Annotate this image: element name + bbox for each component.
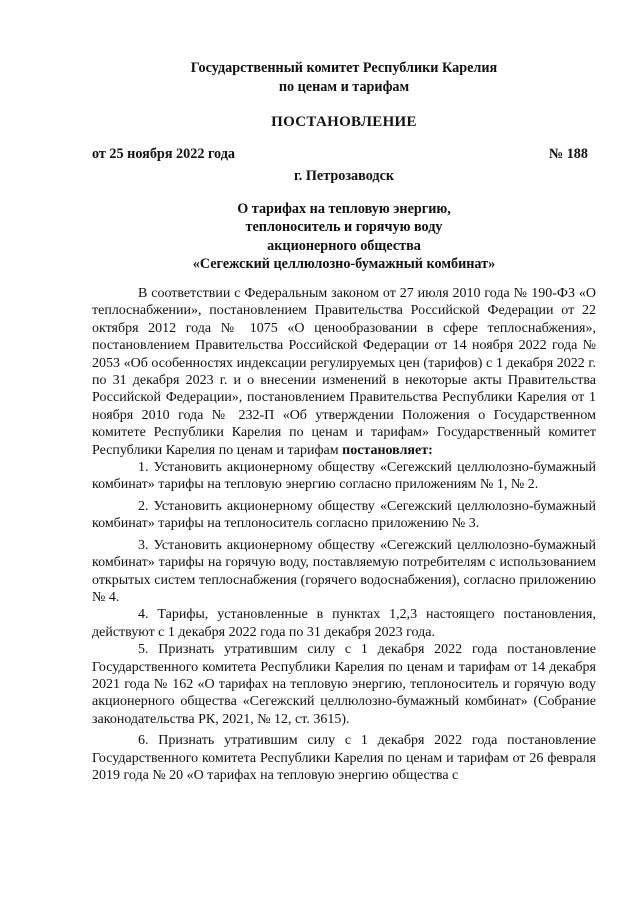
document-date: от 25 ноября 2022 года <box>92 146 236 162</box>
issuing-authority-line1: Государственный комитет Республики Карелия <box>190 60 498 76</box>
clause-paragraph: 3. Установить акционерному обществу «Сегежский целлюлозно-бумажный комбинат» тарифы на горячую воду, поставляемую потребителям с использованием открытых систем теплоснабжения (горячего водоснабжения), согласно приложению № 4. <box>92 537 596 605</box>
document-number: № 188 <box>548 146 588 162</box>
document-city: г. Петрозаводск <box>293 168 395 184</box>
clause-paragraph: 5. Признать утратившим силу с 1 декабря 2022 года постановление Государственного комитета Республики Карелия по ценам и тарифам от 14 декабря 2021 года № 162 «О тарифах на тепловую энергию, теплоноситель и горячую воду акционерного общества «Сегежский целлюлозно-бумажный комбинат» (Собрание законодательства РК, 2021, № 12, ст. 3615). <box>92 642 596 727</box>
resolves-word: постановляет: <box>342 442 433 458</box>
subject-line: теплоноситель и горячую воду <box>245 219 443 236</box>
clause-paragraph: 2. Установить акционерному обществу «Сегежский целлюлозно-бумажный комбинат» тарифы на теплоноситель согласно приложению № 3. <box>92 498 596 532</box>
subject-line: акционерного общества <box>267 237 421 254</box>
document-subject <box>92 200 596 274</box>
issuing-authority-line2: по ценам и тарифам <box>278 79 410 95</box>
preamble-text: В соответствии с Федеральным законом от 27 июля 2010 года № 190-ФЗ «О теплоснабжении», постановлением Правительства Российской Федерации от 22 октября 2012 года № 1075 «О ценообразовании в сфере теплоснабжения», постановлением Правительства Российской Федерации от 14 ноября 2022 года № 2053 «Об особенностях индексации регулируемых цен (тарифов) с 1 декабря 2022 г. по 31 декабря 2023 г. и о внесении изменений в некоторые акты Правительства Российской Федерации», постановлением Правительства Республики Карелия от 1 ноября 2010 года № 232-П «Об утверждении Положения о Государственном комитете Республики Карелия по ценам и тарифам» Государственный комитет Республики Карелия по ценам и тарифам <box>92 286 596 458</box>
preamble-paragraph <box>92 285 596 459</box>
document-body <box>92 285 596 784</box>
subject-line: «Сегежский целлюлозно-бумажный комбинат» <box>192 256 496 273</box>
clause-paragraph: 1. Установить акционерному обществу «Сегежский целлюлозно-бумажный комбинат» тарифы на тепловую энергию согласно приложениям № 1, № 2. <box>92 460 596 493</box>
subject-line: О тарифах на тепловую энергию, <box>237 201 451 217</box>
clause-paragraph: 4. Тарифы, установленные в пунктах 1,2,3 настоящего постановления, действуют с 1 декабря 2022 года по 31 декабря 2023 года. <box>92 607 596 640</box>
clause-paragraph: 6. Признать утратившим силу с 1 декабря 2022 года постановление Государственного комитета Республики Карелия по ценам и тарифам от 26 февраля 2019 года № 20 «О тарифах на тепловую энергию общества с <box>92 733 596 783</box>
document-type: ПОСТАНОВЛЕНИЕ <box>271 114 417 130</box>
